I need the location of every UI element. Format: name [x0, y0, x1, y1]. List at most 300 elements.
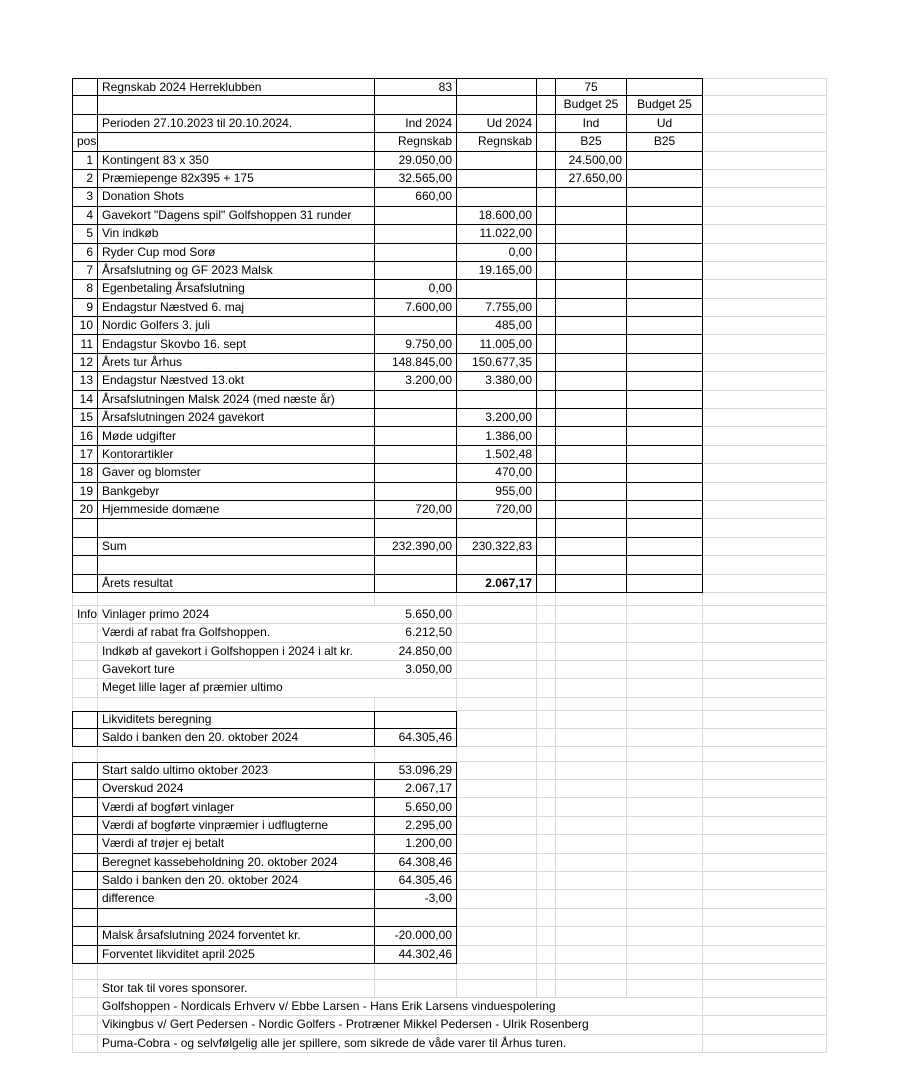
empty-cell: [375, 464, 457, 482]
empty-cell: [98, 698, 375, 711]
empty-cell: [556, 483, 627, 501]
empty-cell: [537, 593, 556, 606]
empty-cell: [375, 964, 457, 980]
empty-cell: [537, 133, 556, 151]
cell: [98, 335, 375, 353]
empty-cell: [537, 78, 556, 96]
empty-cell: [375, 391, 457, 409]
cell: [375, 372, 457, 390]
cell-text: Endagstur Næstved 13.okt: [102, 373, 245, 388]
empty-cell: [537, 575, 556, 593]
cell-text: Puma-Cobra - og selvfølgelig alle jer spillere, som sikrede de våde varer til Århus turen.: [102, 1035, 567, 1050]
table-row: [72, 998, 827, 1016]
empty-cell: [457, 927, 537, 945]
cell-text: 12: [79, 354, 93, 369]
empty-cell: [537, 372, 556, 390]
table-row: [72, 711, 827, 729]
table-row: [72, 244, 827, 262]
cell: [98, 262, 375, 280]
cell: [457, 207, 537, 225]
empty-cell: [537, 207, 556, 225]
empty-cell: [537, 890, 556, 908]
cell-text: Budget 25: [637, 97, 692, 112]
cell-text: 148.845,00: [391, 354, 452, 369]
cell-text: Kontorartikler: [102, 446, 174, 461]
cell-text: 1.502,48: [485, 446, 532, 461]
empty-cell: [703, 998, 827, 1016]
empty-cell: [72, 78, 98, 96]
cell: [98, 679, 457, 697]
empty-cell: [98, 519, 375, 537]
empty-cell: [556, 980, 627, 998]
cell-text: -3,00: [424, 891, 452, 906]
empty-cell: [72, 909, 98, 927]
cell: [98, 427, 375, 445]
cell: [98, 354, 375, 372]
empty-cell: [556, 280, 627, 298]
empty-cell: [627, 817, 703, 835]
empty-cell: [375, 711, 457, 729]
table-row: [72, 872, 827, 890]
empty-cell: [627, 661, 703, 679]
cell-text: Hjemmeside domæne: [102, 502, 220, 517]
empty-cell: [627, 152, 703, 170]
empty-cell: [375, 409, 457, 427]
cell: [72, 133, 98, 151]
empty-cell: [72, 964, 98, 980]
cell: [556, 133, 627, 151]
cell: [98, 280, 375, 298]
cell: [98, 890, 375, 908]
empty-cell: [703, 409, 827, 427]
empty-cell: [457, 798, 537, 816]
cell-text: difference: [102, 891, 155, 906]
empty-cell: [703, 317, 827, 335]
table-row: [72, 835, 827, 853]
cell: [98, 927, 375, 945]
empty-cell: [457, 762, 537, 780]
cell: [72, 299, 98, 317]
empty-cell: [537, 679, 556, 697]
cell-text: Ryder Cup mod Sorø: [102, 244, 216, 259]
empty-cell: [627, 747, 703, 761]
cell-text: 955,00: [495, 483, 532, 498]
table-row: [72, 170, 827, 188]
cell-text: 16: [79, 428, 93, 443]
cell-text: 83: [438, 79, 452, 94]
cell: [72, 446, 98, 464]
cell: [375, 78, 457, 96]
spreadsheet-grid: [72, 78, 827, 1053]
cell: [72, 409, 98, 427]
empty-cell: [556, 890, 627, 908]
table-row: [72, 335, 827, 353]
table-row: [72, 762, 827, 780]
empty-cell: [556, 335, 627, 353]
cell-text: Golfshoppen - Nordicals Erhverv v/ Ebbe Larsen - Hans Erik Larsens vinduespolering: [102, 999, 556, 1014]
empty-cell: [703, 780, 827, 798]
cell: [72, 464, 98, 482]
empty-cell: [537, 244, 556, 262]
cell-text: Forventet likviditet april 2025: [102, 946, 255, 961]
empty-cell: [457, 556, 537, 574]
empty-cell: [627, 299, 703, 317]
empty-cell: [556, 698, 627, 711]
empty-cell: [72, 835, 98, 853]
empty-cell: [556, 188, 627, 206]
empty-cell: [627, 698, 703, 711]
cell: [98, 998, 703, 1016]
empty-cell: [627, 780, 703, 798]
cell: [98, 854, 375, 872]
empty-cell: [703, 854, 827, 872]
empty-cell: [703, 152, 827, 170]
table-row: [72, 624, 827, 642]
cell-text: 24.500,00: [568, 152, 622, 167]
cell-text: Donation Shots: [102, 189, 185, 204]
cell: [98, 78, 375, 96]
empty-cell: [72, 890, 98, 908]
cell-text: Saldo i banken den 20. oktober 2024: [102, 730, 299, 745]
empty-cell: [457, 152, 537, 170]
table-row: [72, 964, 827, 980]
cell: [98, 817, 375, 835]
empty-cell: [703, 964, 827, 980]
table-row: [72, 78, 827, 96]
empty-cell: [703, 679, 827, 697]
cell: [457, 299, 537, 317]
empty-cell: [556, 661, 627, 679]
empty-cell: [457, 188, 537, 206]
empty-cell: [556, 729, 627, 747]
cell-text: 32.565,00: [398, 171, 452, 186]
empty-cell: [457, 606, 537, 624]
empty-cell: [72, 1016, 98, 1034]
cell-text: Værdi af trøjer ej betalt: [102, 836, 225, 851]
empty-cell: [457, 909, 537, 927]
cell: [72, 280, 98, 298]
cell-text: 5: [86, 226, 93, 241]
cell-value: 3.050,00: [405, 662, 452, 676]
cell-text: 13: [79, 373, 93, 388]
cell-text: 10: [79, 318, 93, 333]
empty-cell: [537, 115, 556, 133]
empty-cell: [457, 780, 537, 798]
empty-cell: [627, 575, 703, 593]
empty-cell: [375, 556, 457, 574]
empty-cell: [556, 372, 627, 390]
cell: [72, 317, 98, 335]
cell: [98, 446, 375, 464]
cell: [375, 780, 457, 798]
cell-text: Årets resultat: [102, 575, 173, 590]
table-row: [72, 698, 827, 711]
cell: [72, 391, 98, 409]
empty-cell: [537, 606, 556, 624]
cell-text: Vinlager primo 2024: [102, 606, 210, 621]
empty-cell: [627, 927, 703, 945]
empty-cell: [98, 556, 375, 574]
cell: [98, 207, 375, 225]
table-row: [72, 262, 827, 280]
table-row: [72, 464, 827, 482]
empty-cell: [537, 835, 556, 853]
cell-text: Overskud 2024: [102, 781, 184, 796]
cell-text: 2.067,17: [485, 575, 532, 590]
empty-cell: [627, 464, 703, 482]
cell-text: 0,00: [428, 281, 452, 296]
empty-cell: [375, 207, 457, 225]
cell: [457, 262, 537, 280]
cell: [98, 643, 457, 661]
empty-cell: [556, 762, 627, 780]
empty-cell: [627, 427, 703, 445]
empty-cell: [703, 115, 827, 133]
empty-cell: [703, 244, 827, 262]
empty-cell: [556, 575, 627, 593]
cell: [98, 538, 375, 556]
cell: [627, 96, 703, 114]
empty-cell: [72, 927, 98, 945]
cell-text: 2: [86, 171, 93, 186]
cell-text: 5.650,00: [405, 799, 452, 814]
cell: [556, 152, 627, 170]
empty-cell: [627, 835, 703, 853]
empty-cell: [556, 927, 627, 945]
table-row: [72, 446, 827, 464]
empty-cell: [375, 244, 457, 262]
cell-text: 232.390,00: [391, 538, 452, 553]
cell: [457, 133, 537, 151]
empty-cell: [556, 835, 627, 853]
cell: [375, 152, 457, 170]
empty-cell: [537, 409, 556, 427]
empty-cell: [72, 762, 98, 780]
table-row: [72, 188, 827, 206]
cell-text: 7: [86, 263, 93, 277]
empty-cell: [375, 317, 457, 335]
table-row: [72, 133, 827, 151]
cell: [556, 115, 627, 133]
table-row: [72, 354, 827, 372]
empty-cell: [627, 335, 703, 353]
empty-cell: [537, 729, 556, 747]
empty-cell: [627, 225, 703, 243]
cell: [375, 817, 457, 835]
empty-cell: [627, 391, 703, 409]
empty-cell: [627, 501, 703, 519]
empty-cell: [556, 409, 627, 427]
cell: [72, 335, 98, 353]
empty-cell: [537, 317, 556, 335]
empty-cell: [72, 747, 98, 761]
empty-cell: [537, 711, 556, 729]
empty-cell: [375, 519, 457, 537]
empty-cell: [72, 729, 98, 747]
cell: [457, 464, 537, 482]
empty-cell: [556, 711, 627, 729]
empty-cell: [457, 872, 537, 890]
empty-cell: [556, 225, 627, 243]
empty-cell: [457, 946, 537, 964]
table-row: [72, 409, 827, 427]
cell: [98, 1016, 703, 1034]
empty-cell: [627, 890, 703, 908]
cell-text: 3.380,00: [485, 373, 532, 388]
cell-text: 17: [79, 446, 93, 461]
empty-cell: [537, 698, 556, 711]
table-row: [72, 747, 827, 761]
empty-cell: [556, 538, 627, 556]
cell-text: Endagstur Næstved 6. maj: [102, 299, 245, 314]
empty-cell: [72, 1035, 98, 1053]
cell: [375, 354, 457, 372]
empty-cell: [627, 762, 703, 780]
empty-cell: [703, 446, 827, 464]
empty-cell: [627, 711, 703, 729]
empty-cell: [375, 483, 457, 501]
cell-text: 2.295,00: [405, 817, 452, 832]
empty-cell: [537, 280, 556, 298]
empty-cell: [556, 643, 627, 661]
empty-cell: [627, 556, 703, 574]
table-row: [72, 483, 827, 501]
table-row: [72, 606, 827, 624]
empty-cell: [537, 335, 556, 353]
empty-cell: [537, 872, 556, 890]
empty-cell: [72, 698, 98, 711]
empty-cell: [556, 679, 627, 697]
table-row: [72, 391, 827, 409]
empty-cell: [556, 207, 627, 225]
empty-cell: [703, 1035, 827, 1053]
cell: [98, 115, 375, 133]
cell-text: Bankgebyr: [102, 483, 160, 498]
empty-cell: [72, 661, 98, 679]
empty-cell: [703, 225, 827, 243]
empty-cell: [98, 747, 375, 761]
cell-text: Årets tur Århus: [102, 354, 183, 369]
cell: [457, 427, 537, 445]
empty-cell: [556, 798, 627, 816]
empty-cell: [627, 280, 703, 298]
empty-cell: [537, 391, 556, 409]
table-row: [72, 280, 827, 298]
empty-cell: [703, 606, 827, 624]
cell: [98, 1035, 703, 1053]
empty-cell: [98, 593, 375, 606]
cell-text: Gavekort ture: [102, 662, 175, 676]
table-row: [72, 927, 827, 945]
cell: [98, 464, 375, 482]
empty-cell: [556, 909, 627, 927]
cell: [98, 946, 375, 964]
cell-text: 1.200,00: [405, 836, 452, 851]
cell: [98, 152, 375, 170]
table-row: [72, 780, 827, 798]
cell-text: B25: [653, 134, 676, 149]
empty-cell: [556, 354, 627, 372]
cell-text: Endagstur Skovbo 16. sept: [102, 336, 247, 351]
cell-text: Værdi af rabat fra Golfshoppen.: [102, 625, 271, 640]
empty-cell: [627, 78, 703, 96]
cell: [72, 170, 98, 188]
empty-cell: [537, 762, 556, 780]
table-row: [72, 152, 827, 170]
cell-text: Værdi af bogført vinlager: [102, 799, 235, 814]
empty-cell: [537, 170, 556, 188]
cell-text: Nordic Golfers 3. juli: [102, 318, 211, 333]
cell-text: 470,00: [495, 465, 532, 480]
empty-cell: [556, 780, 627, 798]
empty-cell: [703, 262, 827, 280]
empty-cell: [537, 854, 556, 872]
cell-text: 18.600,00: [478, 207, 532, 222]
cell: [72, 225, 98, 243]
cell-text: 4: [86, 207, 93, 222]
cell: [98, 372, 375, 390]
empty-cell: [375, 909, 457, 927]
cell-text: 8: [86, 281, 93, 296]
empty-cell: [457, 729, 537, 747]
cell: [375, 762, 457, 780]
empty-cell: [556, 854, 627, 872]
cell: [457, 538, 537, 556]
cell-text: Saldo i banken den 20. oktober 2024: [102, 873, 299, 888]
empty-cell: [537, 798, 556, 816]
empty-cell: [556, 427, 627, 445]
cell-text: Gavekort "Dagens spil" Golfshoppen 31 runder: [102, 207, 352, 222]
empty-cell: [703, 835, 827, 853]
cell-text: Indkøb af gavekort i Golfshoppen i 2024 i alt kr.: [102, 643, 353, 658]
cell-text: 1.386,00: [485, 428, 532, 443]
empty-cell: [72, 946, 98, 964]
empty-cell: [537, 188, 556, 206]
empty-cell: [627, 909, 703, 927]
cell: [375, 890, 457, 908]
empty-cell: [457, 624, 537, 642]
cell: [98, 483, 375, 501]
cell-text: -20.000,00: [394, 928, 452, 943]
cell: [98, 711, 375, 729]
cell: [72, 372, 98, 390]
empty-cell: [627, 729, 703, 747]
table-row: [72, 427, 827, 445]
cell: [98, 170, 375, 188]
table-row: [72, 729, 827, 747]
empty-cell: [72, 96, 98, 114]
cell: [375, 115, 457, 133]
cell: [375, 335, 457, 353]
empty-cell: [72, 980, 98, 998]
empty-cell: [556, 747, 627, 761]
empty-cell: [537, 96, 556, 114]
empty-cell: [98, 964, 375, 980]
cell: [98, 188, 375, 206]
empty-cell: [556, 464, 627, 482]
empty-cell: [556, 244, 627, 262]
cell: [98, 980, 375, 998]
empty-cell: [703, 711, 827, 729]
cell-text: Meget lille lager af præmier ultimo: [102, 680, 283, 695]
empty-cell: [703, 1016, 827, 1034]
table-row: [72, 575, 827, 593]
cell: [72, 207, 98, 225]
empty-cell: [627, 872, 703, 890]
cell-text: 64.308,46: [398, 854, 452, 869]
cell-text: Perioden 27.10.2023 til 20.10.2024.: [102, 115, 293, 130]
empty-cell: [703, 872, 827, 890]
